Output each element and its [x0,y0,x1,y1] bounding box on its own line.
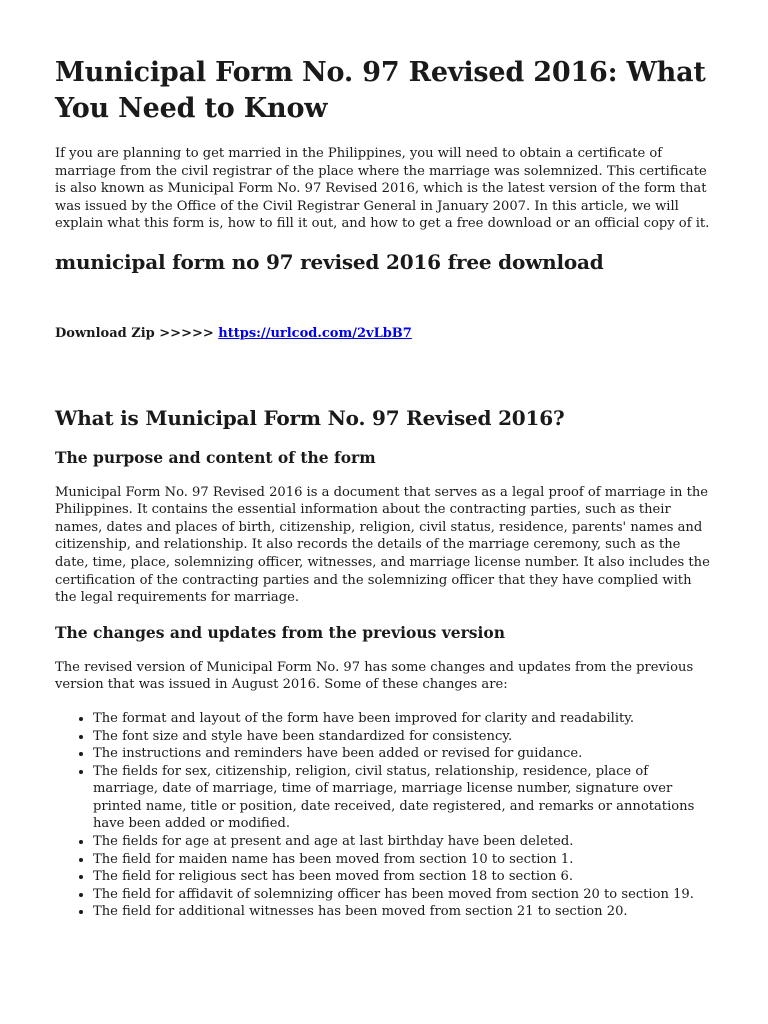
page-title: Municipal Form No. 97 Revised 2016: What You Need to Know [55,57,706,124]
list-item: • The field for maiden name has been moved from section 10 to section 1. [93,851,713,869]
download-prefix: Download Zip >>>>> [55,325,219,341]
changes-paragraph: The revised version of Municipal Form No. 97 has some changes and updates from the previous version that was issued in August 2016. Some of these changes are: [55,659,694,693]
list-item: • The field for affidavit of solemnizing officer has been moved from section 20 to section 19. [93,886,713,904]
purpose-paragraph: Municipal Form No. 97 Revised 2016 is a document that serves as a legal proof of marriage in the Philippines. It contains the essential information about the contracting parties, such as their names, dates and places of birth, citizenship, religion, civil status, residence, parents' names and citizenship, and relationship. It also records the details of the marriage ceremony, such as the date, time, place, solemnizing officer, witnesses, and marriage license number. It also includes the certification of the contracting parties and the solemnizing officer that they have complied with the legal requirements for marriage. [55,484,710,606]
download-heading: municipal form no 97 revised 2016 free download [55,249,604,274]
list-item: • The fields for sex, citizenship, religion, civil status, relationship, residence, place of marriage, date of marriage, time of marriage, marriage license number, signature over printed name, title or position, date received, date registered, and remarks or annotations have been added or modified. [93,763,713,833]
intro-paragraph: If you are planning to get married in the Philippines, you will need to obtain a certificate of marriage from the civil registrar of the place where the marriage was solemnized. This certificate is also known as Municipal Form No. 97 Revised 2016, which is the latest version of the form that was issued by the Office of the Civil Registrar General in January 2007. In this article, we will explain what this form is, how to fill it out, and how to get a free download or an official copy of it. [55,146,710,232]
list-item: • The font size and style have been standardized for consistency. [93,728,713,746]
section-what-heading: What is Municipal Form No. 97 Revised 2016? [55,405,565,430]
changes-heading: The changes and updates from the previous version [55,622,505,642]
list-item: • The field for religious sect has been moved from section 18 to section 6. [93,868,713,886]
list-item: • The format and layout of the form have been improved for clarity and readability. [93,710,713,728]
download-line [55,325,713,343]
list-item: • The field for additional witnesses has been moved from section 21 to section 20. [93,903,713,921]
changes-list [55,710,713,921]
list-item: • The fields for age at present and age at last birthday have been deleted. [93,833,713,851]
download-link[interactable]: https://urlcod.com/2vLbB7 [218,325,412,341]
purpose-heading: The purpose and content of the form [55,447,376,467]
list-item: • The instructions and reminders have been added or revised for guidance. [93,745,713,763]
